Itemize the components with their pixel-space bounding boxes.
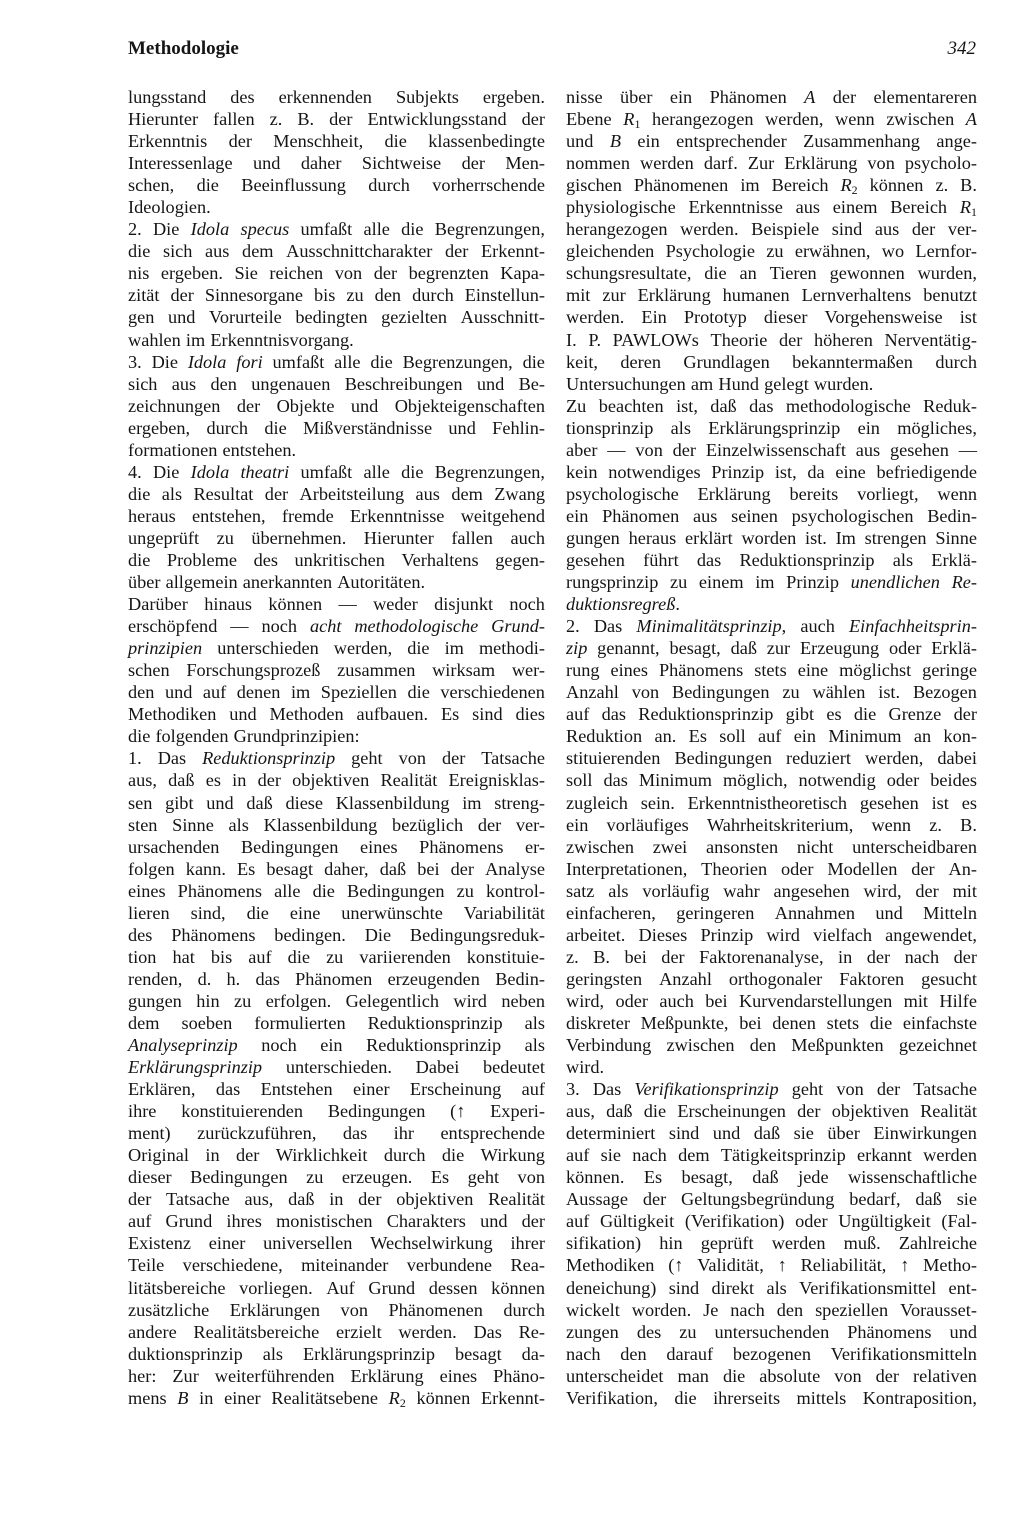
text-line: Verifikation, die ihrerseits mittels Kontraposition, — [566, 1387, 977, 1408]
text-line: lieren sind, die eine unerwünschte Variabilität — [128, 902, 545, 923]
text-line: über allgemein anerkannten Autoritäten. — [128, 572, 426, 593]
text-line: 1. Das Reduktionsprinzip geht von der Tatsache — [128, 748, 545, 769]
text-line: stituierenden Bedingungen reduziert werden, dabei — [566, 748, 977, 769]
text-line: wird, oder auch bei Kurvendarstellungen mit Hilfe — [566, 990, 977, 1011]
text-line: Hierunter fallen z. B. der Entwicklungsstand der — [128, 109, 545, 130]
text-line: duktionsregreß. — [566, 594, 680, 615]
text-line: sen gibt und daß diese Klassenbildung im streng- — [128, 792, 545, 813]
text-line: die folgenden Grundprinzipien: — [128, 726, 360, 747]
text-line: sich aus den ungenauen Beschreibungen und Be- — [128, 373, 545, 394]
text-line: nisse über ein Phänomen A der elementareren — [566, 87, 977, 107]
text-line: wahlen im Erkenntnisvorgang. — [128, 329, 354, 350]
text-line: Erkenntnis der Menschheit, die klassenbedingte — [128, 131, 545, 152]
text-line: geringsten Anzahl orthogonaler Faktoren gesucht — [566, 968, 977, 989]
text-line: I. P. PAWLOWs Theorie der höheren Nerventätig- — [566, 329, 977, 350]
left-text-column — [128, 86, 545, 1409]
text-line: Darüber hinaus können — weder disjunkt noch — [128, 594, 545, 615]
text-line: ungeprüft zu übernehmen. Hierunter fallen auch — [128, 527, 545, 548]
text-line: gischen Phänomenen im Bereich $R_2$ können z. B. — [566, 175, 977, 198]
text-line: physiologische Erkenntnisse aus einem Bereich $R_1$ — [566, 197, 977, 220]
text-line: zeichnungen der Objekte und Objekteigenschaften — [128, 395, 545, 416]
text-line: Methodiken (↑ Validität, ↑ Reliabilität, ↑ Metho- — [566, 1255, 977, 1276]
text-line: tion hat bis auf die zu variierenden konstituie- — [128, 946, 545, 967]
text-line: 4. Die Idola theatri umfaßt alle die Begrenzungen, — [128, 461, 545, 482]
text-line: rung eines Phänomens stets eine möglichst geringe — [566, 660, 977, 681]
text-line: Existenz einer universellen Wechselwirkung ihrer — [128, 1233, 545, 1254]
text-line: folgen kann. Es besagt daher, daß bei der Analyse — [128, 858, 545, 879]
text-line: die als Resultat der Arbeitsteilung aus dem Zwang — [128, 483, 545, 504]
text-line: der Tatsache aus, daß in der objektiven Realität — [128, 1189, 545, 1210]
text-line: gungen heraus erklärt worden ist. Im strengen Sinne — [566, 527, 977, 548]
text-line: den und auf denen im Speziellen die verschiedenen — [128, 682, 545, 703]
text-line: satz als vorläufig wahr angesehen wird, der mit — [566, 880, 977, 901]
text-line: auf das Reduktionsprinzip gibt es die Grenze der — [566, 704, 977, 725]
page-number: 342 — [947, 38, 976, 59]
text-line: kein notwendiges Prinzip ist, da eine befriedigende — [566, 461, 977, 482]
text-line: Original in der Wirklichkeit durch die Wirkung — [128, 1145, 545, 1166]
text-line: arbeitet. Dieses Prinzip wird vielfach angewendet, — [566, 924, 977, 945]
text-line: Analyseprinzip noch ein Reduktionsprinzip als — [128, 1035, 545, 1056]
text-line: rungsprinzip zu einem im Prinzip unendlichen Re- — [566, 572, 977, 593]
text-line: deneichung) sind direkt als Verifikationsmittel ent- — [566, 1277, 977, 1298]
text-line: formationen entstehen. — [128, 439, 297, 460]
text-line: Aussage der Geltungsbegründung bedarf, daß sie — [566, 1189, 977, 1210]
text-line: auf Grund ihres monistischen Charakters und der — [128, 1211, 545, 1232]
text-line: Erklärungsprinzip unterschieden. Dabei bedeutet — [128, 1057, 545, 1078]
text-line: zität der Sinnesorgane bis zu den durch Einstellun- — [128, 285, 545, 306]
text-line: auf sie nach dem Tätigkeitsprinzip erkannt werden — [566, 1145, 977, 1166]
text-line: zwischen zwei ansonsten nicht unterscheidbaren — [566, 836, 977, 857]
text-line: zip genannt, besagt, daß zur Erzeugung oder Erklä- — [566, 638, 977, 659]
text-line: Ideologien. — [128, 197, 211, 218]
text-line: Ebene $R_1$ herangezogen werden, wenn zwischen A — [566, 109, 977, 132]
text-line: Zu beachten ist, daß das methodologische Reduk- — [566, 395, 977, 416]
text-line: ursachenden Bedingungen eines Phänomens er- — [128, 836, 545, 857]
text-line: gesehen führt das Reduktionsprinzip als Erklä- — [566, 549, 977, 570]
text-line: ihre konstituierenden Bedingungen (↑ Experi- — [128, 1101, 545, 1122]
text-line: einfacheren, geringeren Annahmen und Mitteln — [566, 902, 977, 923]
text-line: Anzahl von Bedingungen zu wählen ist. Bezogen — [566, 682, 977, 703]
text-line: eines Phänomens alle die Bedingungen zu kontrol- — [128, 880, 545, 901]
text-line: ein vorläufiges Wahrheitskriterium, wenn z. B. — [566, 814, 977, 835]
text-line: mit zur Erklärung humanen Lernverhaltens benutzt — [566, 285, 977, 306]
text-line: Erklären, das Entstehen einer Erscheinung auf — [128, 1079, 545, 1100]
text-line: 2. Die Idola specus umfaßt alle die Begrenzungen, — [128, 219, 545, 240]
text-line: Untersuchungen am Hund gelegt wurden. — [566, 373, 874, 394]
text-line: erschöpfend — noch acht methodologische Grund- — [128, 616, 545, 637]
text-line: 2. Das Minimalitätsprinzip, auch Einfachheitsprin- — [566, 616, 977, 637]
text-line: schen Forschungsprozeß zusammen wirksam wer- — [128, 660, 545, 681]
text-line: nach den darauf bezogenen Verifikationsmitteln — [566, 1343, 977, 1364]
text-line: ein Phänomen aus seinen psychologischen Bedin- — [566, 505, 977, 526]
text-line: wickelt worden. Je nach den speziellen Vorausset- — [566, 1299, 977, 1320]
text-line: 3. Das Verifikationsprinzip geht von der Tatsache — [566, 1079, 977, 1100]
text-line: 3. Die Idola fori umfaßt alle die Begrenzungen, die — [128, 351, 545, 372]
text-line: determiniert sind und daß sie über Einwirkungen — [566, 1123, 977, 1144]
text-line: auf Gültigkeit (Verifikation) oder Ungültigkeit (Fal- — [566, 1211, 977, 1232]
text-line: gleichenden Psychologie zu erwähnen, wo Lernfor- — [566, 241, 977, 262]
text-line: die Probleme des unkritischen Verhaltens gegen- — [128, 549, 545, 570]
text-line: andere Realitätsbereiche erzielt werden. Das Re- — [128, 1321, 545, 1342]
section-title: Methodologie — [128, 38, 239, 59]
text-line: her: Zur weiterführenden Erklärung eines Phäno- — [128, 1365, 545, 1386]
text-line: heraus entstehen, fremde Erkenntnisse weitgehend — [128, 505, 545, 526]
text-line: dem soeben formulierten Reduktionsprinzip als — [128, 1012, 545, 1033]
text-line: zungen des zu untersuchenden Phänomens und — [566, 1321, 977, 1342]
text-line: ergeben, durch die Mißverständnisse und Fehlin- — [128, 417, 545, 438]
text-line: litätsbereiche vorliegen. Auf Grund dessen können — [128, 1277, 545, 1298]
text-line: herangezogen werden. Beispiele sind aus der ver- — [566, 219, 977, 240]
text-line: aus, daß die Erscheinungen der objektiven Realität — [566, 1101, 977, 1122]
text-line: lungsstand des erkennenden Subjekts ergeben. — [128, 87, 545, 107]
text-line: aber — von der Einzelwissenschaft aus gesehen — — [566, 439, 977, 460]
text-line: keit, deren Grundlagen bekanntermaßen durch — [566, 351, 977, 372]
text-line: Interpretationen, Theorien oder Modellen der An- — [566, 858, 977, 879]
text-line: können. Es besagt, daß jede wissenschaftliche — [566, 1167, 977, 1188]
text-line: gungen hin zu erfolgen. Gelegentlich wird neben — [128, 990, 545, 1011]
text-line: sifikation) hin geprüft werden muß. Zahlreiche — [566, 1233, 977, 1254]
text-line: werden. Ein Prototyp dieser Vorgehensweise ist — [566, 307, 977, 328]
text-line: Interessenlage und daher Sichtweise der Men- — [128, 153, 545, 174]
text-line: zusätzliche Erklärungen von Phänomenen durch — [128, 1299, 545, 1320]
text-line: Methodiken und Methoden aufbauen. Es sind dies — [128, 704, 545, 725]
text-line: Reduktion an. Es soll auf ein Minimum an kon- — [566, 726, 977, 747]
text-line: unterscheidet man die absolute von der relativen — [566, 1365, 977, 1386]
text-line: aus, daß es in der objektiven Realität Ereignisklas- — [128, 770, 545, 791]
text-line: tionsprinzip als Erklärungsprinzip ein mögliches, — [566, 417, 977, 438]
text-line: zugleich sein. Erkenntnistheoretisch gesehen ist es — [566, 792, 977, 813]
text-line: des Phänomens bedingen. Die Bedingungsreduk- — [128, 924, 545, 945]
text-line: duktionsprinzip als Erklärungsprinzip besagt da- — [128, 1343, 545, 1364]
text-line: ment) zurückzuführen, das ihr entsprechende — [128, 1123, 545, 1144]
text-line: wird. — [566, 1057, 605, 1078]
text-line: nis ergeben. Sie reichen von der begrenzten Kapa- — [128, 263, 545, 284]
text-line: schen, die Beeinflussung durch vorherrschende — [128, 175, 545, 196]
text-line: sten Sinne als Klassenbildung bezüglich der ver- — [128, 814, 545, 835]
text-line: soll das Minimum möglich, notwendig oder beides — [566, 770, 977, 791]
text-line: die sich aus dem Ausschnittcharakter der Erkennt- — [128, 241, 545, 262]
text-line: Verbindung zwischen den Meßpunkten gezeichnet — [566, 1035, 977, 1056]
text-line: und B ein entsprechender Zusammenhang ange- — [566, 131, 977, 152]
text-line: psychologische Erklärung bereits vorliegt, wenn — [566, 483, 977, 504]
text-line: gen und Vorurteile bedingten gezielten Ausschnitt- — [128, 307, 545, 328]
right-text-column — [566, 86, 977, 1409]
text-line: mens B in einer Realitätsebene $R_2$ können Erkennt- — [128, 1387, 545, 1410]
text-line: Teile verschiedene, miteinander verbundene Rea- — [128, 1255, 545, 1276]
text-line: dieser Bedingungen zu erzeugen. Es geht von — [128, 1167, 545, 1188]
text-line: renden, d. h. das Phänomen erzeugenden Bedin- — [128, 968, 545, 989]
text-line: prinzipien unterschieden werden, die im methodi- — [128, 638, 545, 659]
text-line: nommen werden darf. Zur Erklärung von psycholo- — [566, 153, 977, 174]
text-line: z. B. bei der Faktorenanalyse, in der nach der — [566, 946, 977, 967]
text-line: schungsresultate, die an Tieren gewonnen wurden, — [566, 263, 977, 284]
text-line: diskreter Meßpunkte, bei denen stets die einfachste — [566, 1012, 977, 1033]
page-header — [128, 38, 976, 66]
